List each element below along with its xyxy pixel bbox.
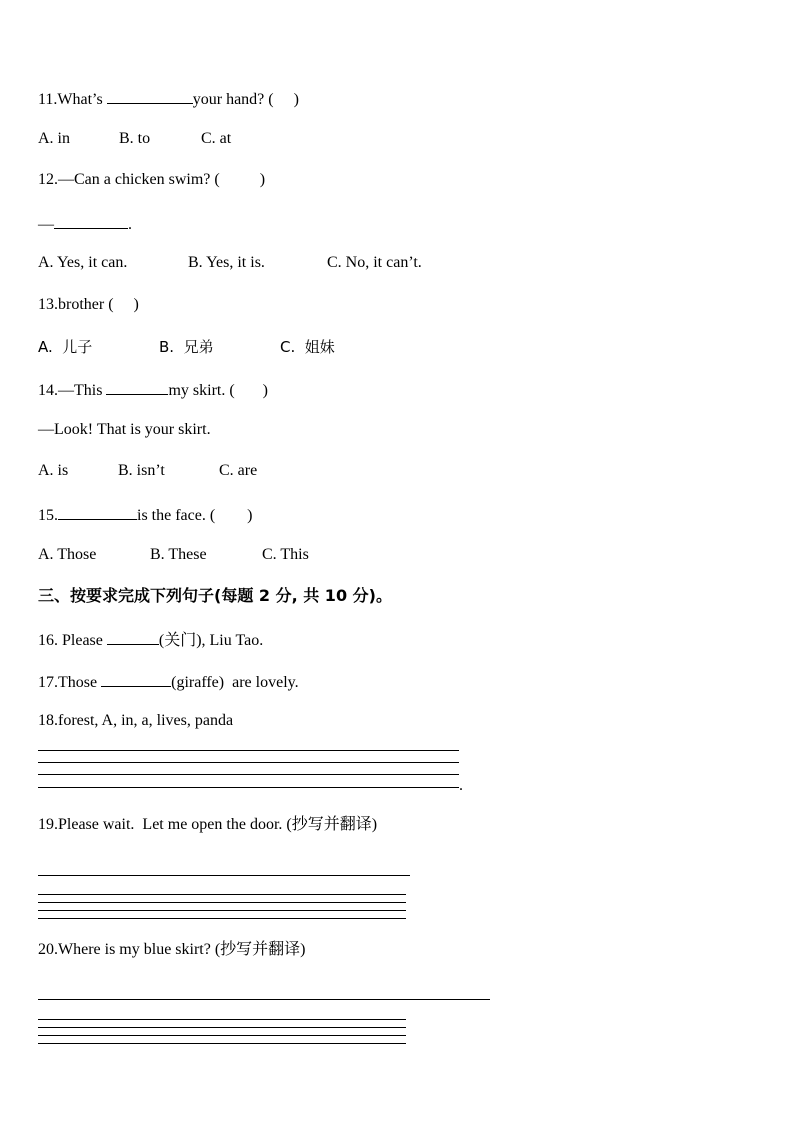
question-number: 13. xyxy=(38,296,58,313)
option-b[interactable]: B. to xyxy=(119,130,151,147)
option-b[interactable]: B. 兄弟 xyxy=(159,338,214,356)
question-11: 11.What’s your hand? ( ) xyxy=(38,87,299,110)
writing-line[interactable] xyxy=(38,762,459,763)
writing-line[interactable] xyxy=(38,787,459,788)
writing-line[interactable] xyxy=(38,999,490,1000)
writing-line[interactable] xyxy=(38,1043,406,1044)
question-number: 14. xyxy=(38,382,58,399)
answer-blank[interactable] xyxy=(106,378,168,395)
writing-line[interactable] xyxy=(38,1027,406,1028)
question-number: 16. xyxy=(38,632,58,649)
question-12: 12.—Can a chicken swim? ( ) xyxy=(38,171,266,188)
writing-line[interactable] xyxy=(38,918,406,919)
option-a[interactable]: A. Those xyxy=(38,546,97,563)
option-c[interactable]: C. 姐妹 xyxy=(280,338,335,356)
option-a[interactable]: A. in xyxy=(38,130,70,147)
option-c[interactable]: C. This xyxy=(262,546,309,563)
question-13: 13.brother ( ) xyxy=(38,296,139,313)
option-b[interactable]: B. isn’t xyxy=(118,462,165,479)
dialogue-reply: —Look! That is your skirt. xyxy=(38,421,211,438)
answer-blank[interactable] xyxy=(107,87,193,104)
question-19: 19.Please wait. Let me open the door. (抄写并翻译) xyxy=(38,816,378,833)
writing-line[interactable] xyxy=(38,1035,406,1036)
writing-line[interactable] xyxy=(38,894,406,895)
question-16: 16. Please (关门), Liu Tao. xyxy=(38,628,263,651)
option-a[interactable]: A. Yes, it can. xyxy=(38,254,128,271)
answer-line-12: — . xyxy=(38,212,132,235)
question-14: 14.—This my skirt. ( ) xyxy=(38,378,268,401)
question-18: 18.forest, A, in, a, lives, panda xyxy=(38,712,234,729)
answer-blank[interactable] xyxy=(101,670,171,687)
writing-line[interactable] xyxy=(38,1019,406,1020)
writing-line[interactable] xyxy=(38,774,459,775)
option-c[interactable]: C. No, it can’t. xyxy=(327,254,422,271)
question-number: 12. xyxy=(38,171,58,188)
writing-line[interactable] xyxy=(38,902,406,903)
option-b[interactable]: B. These xyxy=(150,546,207,563)
answer-blank[interactable] xyxy=(58,503,137,520)
question-number: 20. xyxy=(38,941,58,958)
question-20: 20.Where is my blue skirt? (抄写并翻译) xyxy=(38,941,306,958)
answer-blank[interactable] xyxy=(54,212,128,229)
question-number: 15. xyxy=(38,507,58,524)
answer-blank[interactable] xyxy=(107,628,159,645)
writing-line[interactable] xyxy=(38,910,406,911)
question-15: 15. is the face. ( ) xyxy=(38,503,253,526)
option-a[interactable]: A. 儿子 xyxy=(38,338,93,356)
option-c[interactable]: C. are xyxy=(219,462,258,479)
question-17: 17.Those (giraffe) are lovely. xyxy=(38,670,299,693)
option-a[interactable]: A. is xyxy=(38,462,69,479)
question-number: 19. xyxy=(38,816,58,833)
writing-line[interactable] xyxy=(38,750,459,751)
option-b[interactable]: B. Yes, it is. xyxy=(188,254,265,271)
end-period: . xyxy=(459,777,463,794)
question-number: 11. xyxy=(38,91,58,108)
question-number: 18. xyxy=(38,712,58,729)
question-number: 17. xyxy=(38,674,58,691)
section-heading: 三、按要求完成下列句子(每题 2 分, 共 10 分)。 xyxy=(38,586,392,605)
option-c[interactable]: C. at xyxy=(201,130,232,147)
writing-line[interactable] xyxy=(38,875,410,876)
